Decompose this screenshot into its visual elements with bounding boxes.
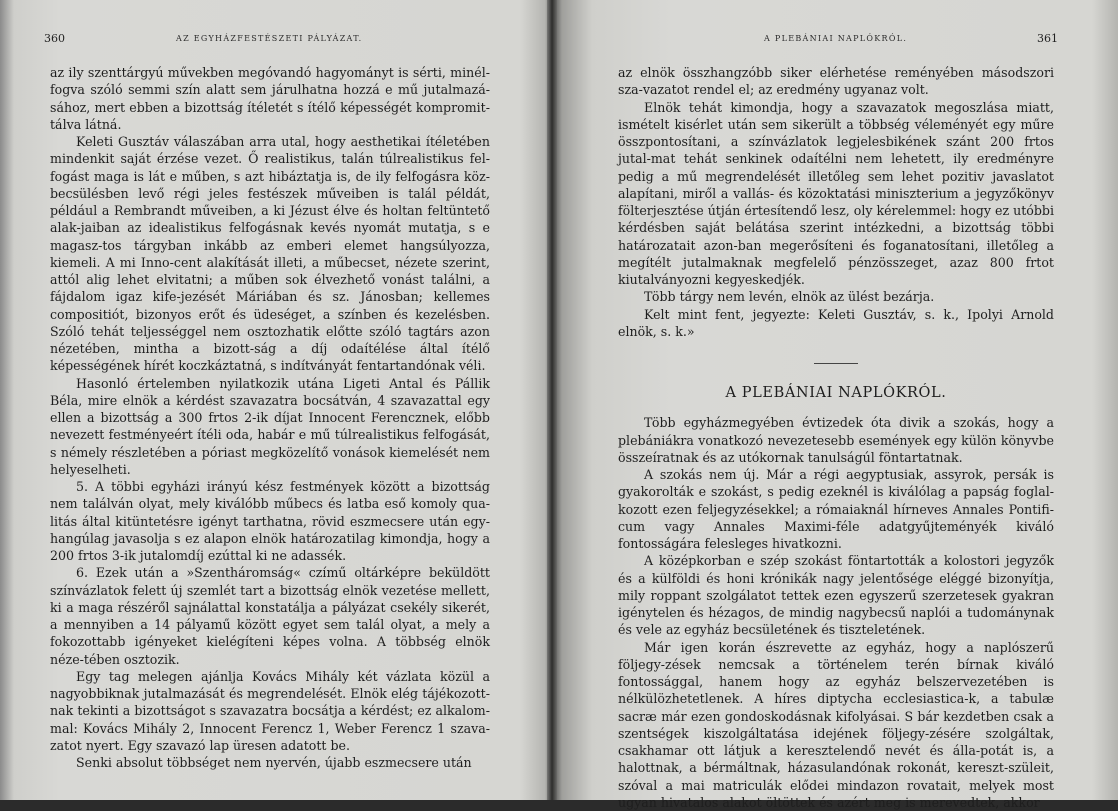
paragraph: 6. Ezek után a »Szentháromság« czímű oltárképre beküldött színvázlatok felett új szemlét tart a bizottság elnök vezetése mellett, ki a maga részéről sajnálattal konstatálja a pályázat csekély sikerét, a mennyiben a 14 pályamű között egyet sem talál olyat, a mely a fokozottabb igényeket kielégíteni képes volna. A többség elnök néze-tében osztozik. xyxy=(50,564,490,668)
paragraph: Keleti Gusztáv válaszában arra utal, hogy aesthetikai ítéletében mindenkit saját érzése vezet. Ő realistikus, talán túlrealistikus fel-fogást maga is lát e műben, s azt hibáztatja is, de ily felfogásra köz-becsülésben levő régi jeles festészek műveiben is talál példát, például a Rembrandt műveiben, a ki Jézust élve és holtan feltüntető alak-jaiban az idealistikus felfogásnak kevés nyomát mutatja, s e magasz-tos tárgyban inkább az emberi elemet hangsúlyozza, kiemeli. A mi Inno-cent alakítását illeti, a műbecset, nézete szerint, attól alig lehet elvitatni; a műben sok élvezhető vonást találni, a fájdalom igaz kife-jezését Máriában és sz. Jánosban; kellemes compositiót, bizonyos erőt és üdeséget, a színben és kezelésben. Szóló tehát teljességgel nem osztozhatik előtte szóló tagtárs azon nézetében, mintha a bizott-ság a díj odaítélése által ítélő képességének hírét koczkáztatná, s indítványát fentartandónak véli. xyxy=(50,133,490,375)
running-head: AZ EGYHÁZFESTÉSZETI PÁLYÁZAT. xyxy=(176,34,363,43)
paragraph: Több tárgy nem levén, elnök az ülést bezárja. xyxy=(618,288,1054,305)
page-number: 360 xyxy=(44,32,65,45)
paragraph: 5. A többi egyházi irányú kész festmények között a bizottság nem találván olyat, mely kiválóbb műbecs és latba eső komoly qua-litás által kitüntetésre igényt tarthatna, rövid eszmecsere után egy-hangúlag javasolja s ez alapon elnök határozatilag kimondja, hogy a 200 frtos 3-ik jutalomdíj ezúttal ki ne adassék. xyxy=(50,478,490,564)
paragraph: Már igen korán észrevette az egyház, hogy a naplószerű följegy-zések nemcsak a történelem terén bírnak kiváló fontossággal, hanem hogy az egyház belszervezetében is nélkülözhetetlenek. A híres diptycha ecclesiastica-k, a tabulæ sacræ már ezen gondoskodásnak kifolyásai. S bár kezdetben csak a szentségek kiszolgáltatása idejének följegy-zésére szolgáltak, csakhamar ott látjuk a keresztelendő nevét és álla-potát is, a halottnak, a bérmáltnak, házasulandónak rokonát, kereszt-szüleit, szóval a mai matriculák elődei mindazon rovatait, melyek most ugyan hivatalos alakot öltöttek és azért meg is merevedtek, akkor xyxy=(618,639,1054,811)
body-text xyxy=(50,64,490,771)
paragraph: A szokás nem új. Már a régi aegyptusiak, assyrok, persák is gyakorolták e szokást, s pedig ezeknél is kiválólag a papság foglal-kozott ezen feljegyzésekkel; a rómaiaknál hírneves Annales Pontifi-cum vagy Annales Maximi-féle adatgyűjteményék kiváló fontosságára felesleges hivatkozni. xyxy=(618,466,1054,552)
paragraph: Elnök tehát kimondja, hogy a szavazatok megoszlása miatt, ismételt kisérlet után sem sikerült a többség véleményét egy műre összpontosítani, a színvázlatok legjelesbikének szánt 200 frtos jutal-mat tehát senkinek odaítélni nem lehetett, ily eredményre pedig a mű megrendelését illetőleg sem lehet pozitiv javaslatot alapítani, miről a vallás- és közoktatási miniszterium a jegyzőkönyv fölterjesztése útján értesítendő lesz, oly kérelemmel: hogy ez utóbbi kérdésben saját belátása szerint intézkedni, a bizottság többi határozatait azon-ban megerősíteni és foganatosítani, illetőleg a megítélt jutalmaknak megfelelő pénzösszeget, azaz 800 frtot kiutalványozni kegyeskedjék. xyxy=(618,99,1054,289)
right-page xyxy=(552,0,1118,800)
paragraph: Egy tag melegen ajánlja Kovács Mihály két vázlata közül a nagyobbiknak jutalmazását és megrendelését. Elnök elég tájékozott-nak tekinti a bizottságot s szavazatra bocsátja a kérdést; ez alkalom-mal: Kovács Mihály 2, Innocent Ferencz 1, Weber Ferencz 1 szava-zatot nyert. Egy szavazó lap üresen adatott be. xyxy=(50,668,490,754)
paragraph: A középkorban e szép szokást föntartották a kolostori jegyzők és a külföldi és honi krónikák nagy jelentősége eléggé bizonyítja, mily roppant szolgálatot tettek ezen egyszerű szerzetesek gyakran igénytelen és hézagos, de mindig nagybecsű naplói a tudománynak és vele az egyház becsületének és tiszteletének. xyxy=(618,552,1054,638)
paragraph: Hasonló értelemben nyilatkozik utána Ligeti Antal és Pállik Béla, mire elnök a kérdést szavazatra bocsátván, 4 szavazattal egy ellen a bizottság a 300 frtos 2-ik díjat Innocent Ferencznek, előbb nevezett festményeért ítéli oda, habár e mű túlrealistikus felfogását, s némely részletében a póriast megközelítő vonások kiemelését nem helyeselheti. xyxy=(50,375,490,479)
left-page xyxy=(0,0,552,800)
section-title: A PLEBÁNIAI NAPLÓKRÓL. xyxy=(618,385,1054,402)
section-divider xyxy=(814,363,858,364)
paragraph: az ily szenttárgyú művekben megóvandó hagyományt is sérti, minél-fogva szóló semmi szín alatt sem járulhatna hozzá e mű jutalmazá-sához, mert ebben a bizottság ítéletét s ítélő képességét kompromit-tálva látná. xyxy=(50,64,490,133)
paragraph: Senki absolut többséget nem nyervén, újabb eszmecsere után xyxy=(50,754,490,771)
page-number: 361 xyxy=(1037,32,1058,45)
book-gutter xyxy=(547,0,557,800)
paragraph: Több egyházmegyében évtizedek óta divik a szokás, hogy a plebániákra vonatkozó nevezetesebb események egy külön könyvbe összeíratnak és az utókornak tanulságúl föntartatnak. xyxy=(618,414,1054,466)
paragraph: az elnök összhangzóbb siker elérhetése reményében másodszori sza-vazatot rendel el; az eredmény ugyanaz volt. xyxy=(618,64,1054,99)
running-head: A PLEBÁNIAI NAPLÓKRÓL. xyxy=(764,34,907,43)
body-text xyxy=(618,64,1054,811)
paragraph: Kelt mint fent, jegyezte: Keleti Gusztáv, s. k., Ipolyi Arnold elnök, s. k.» xyxy=(618,306,1054,341)
